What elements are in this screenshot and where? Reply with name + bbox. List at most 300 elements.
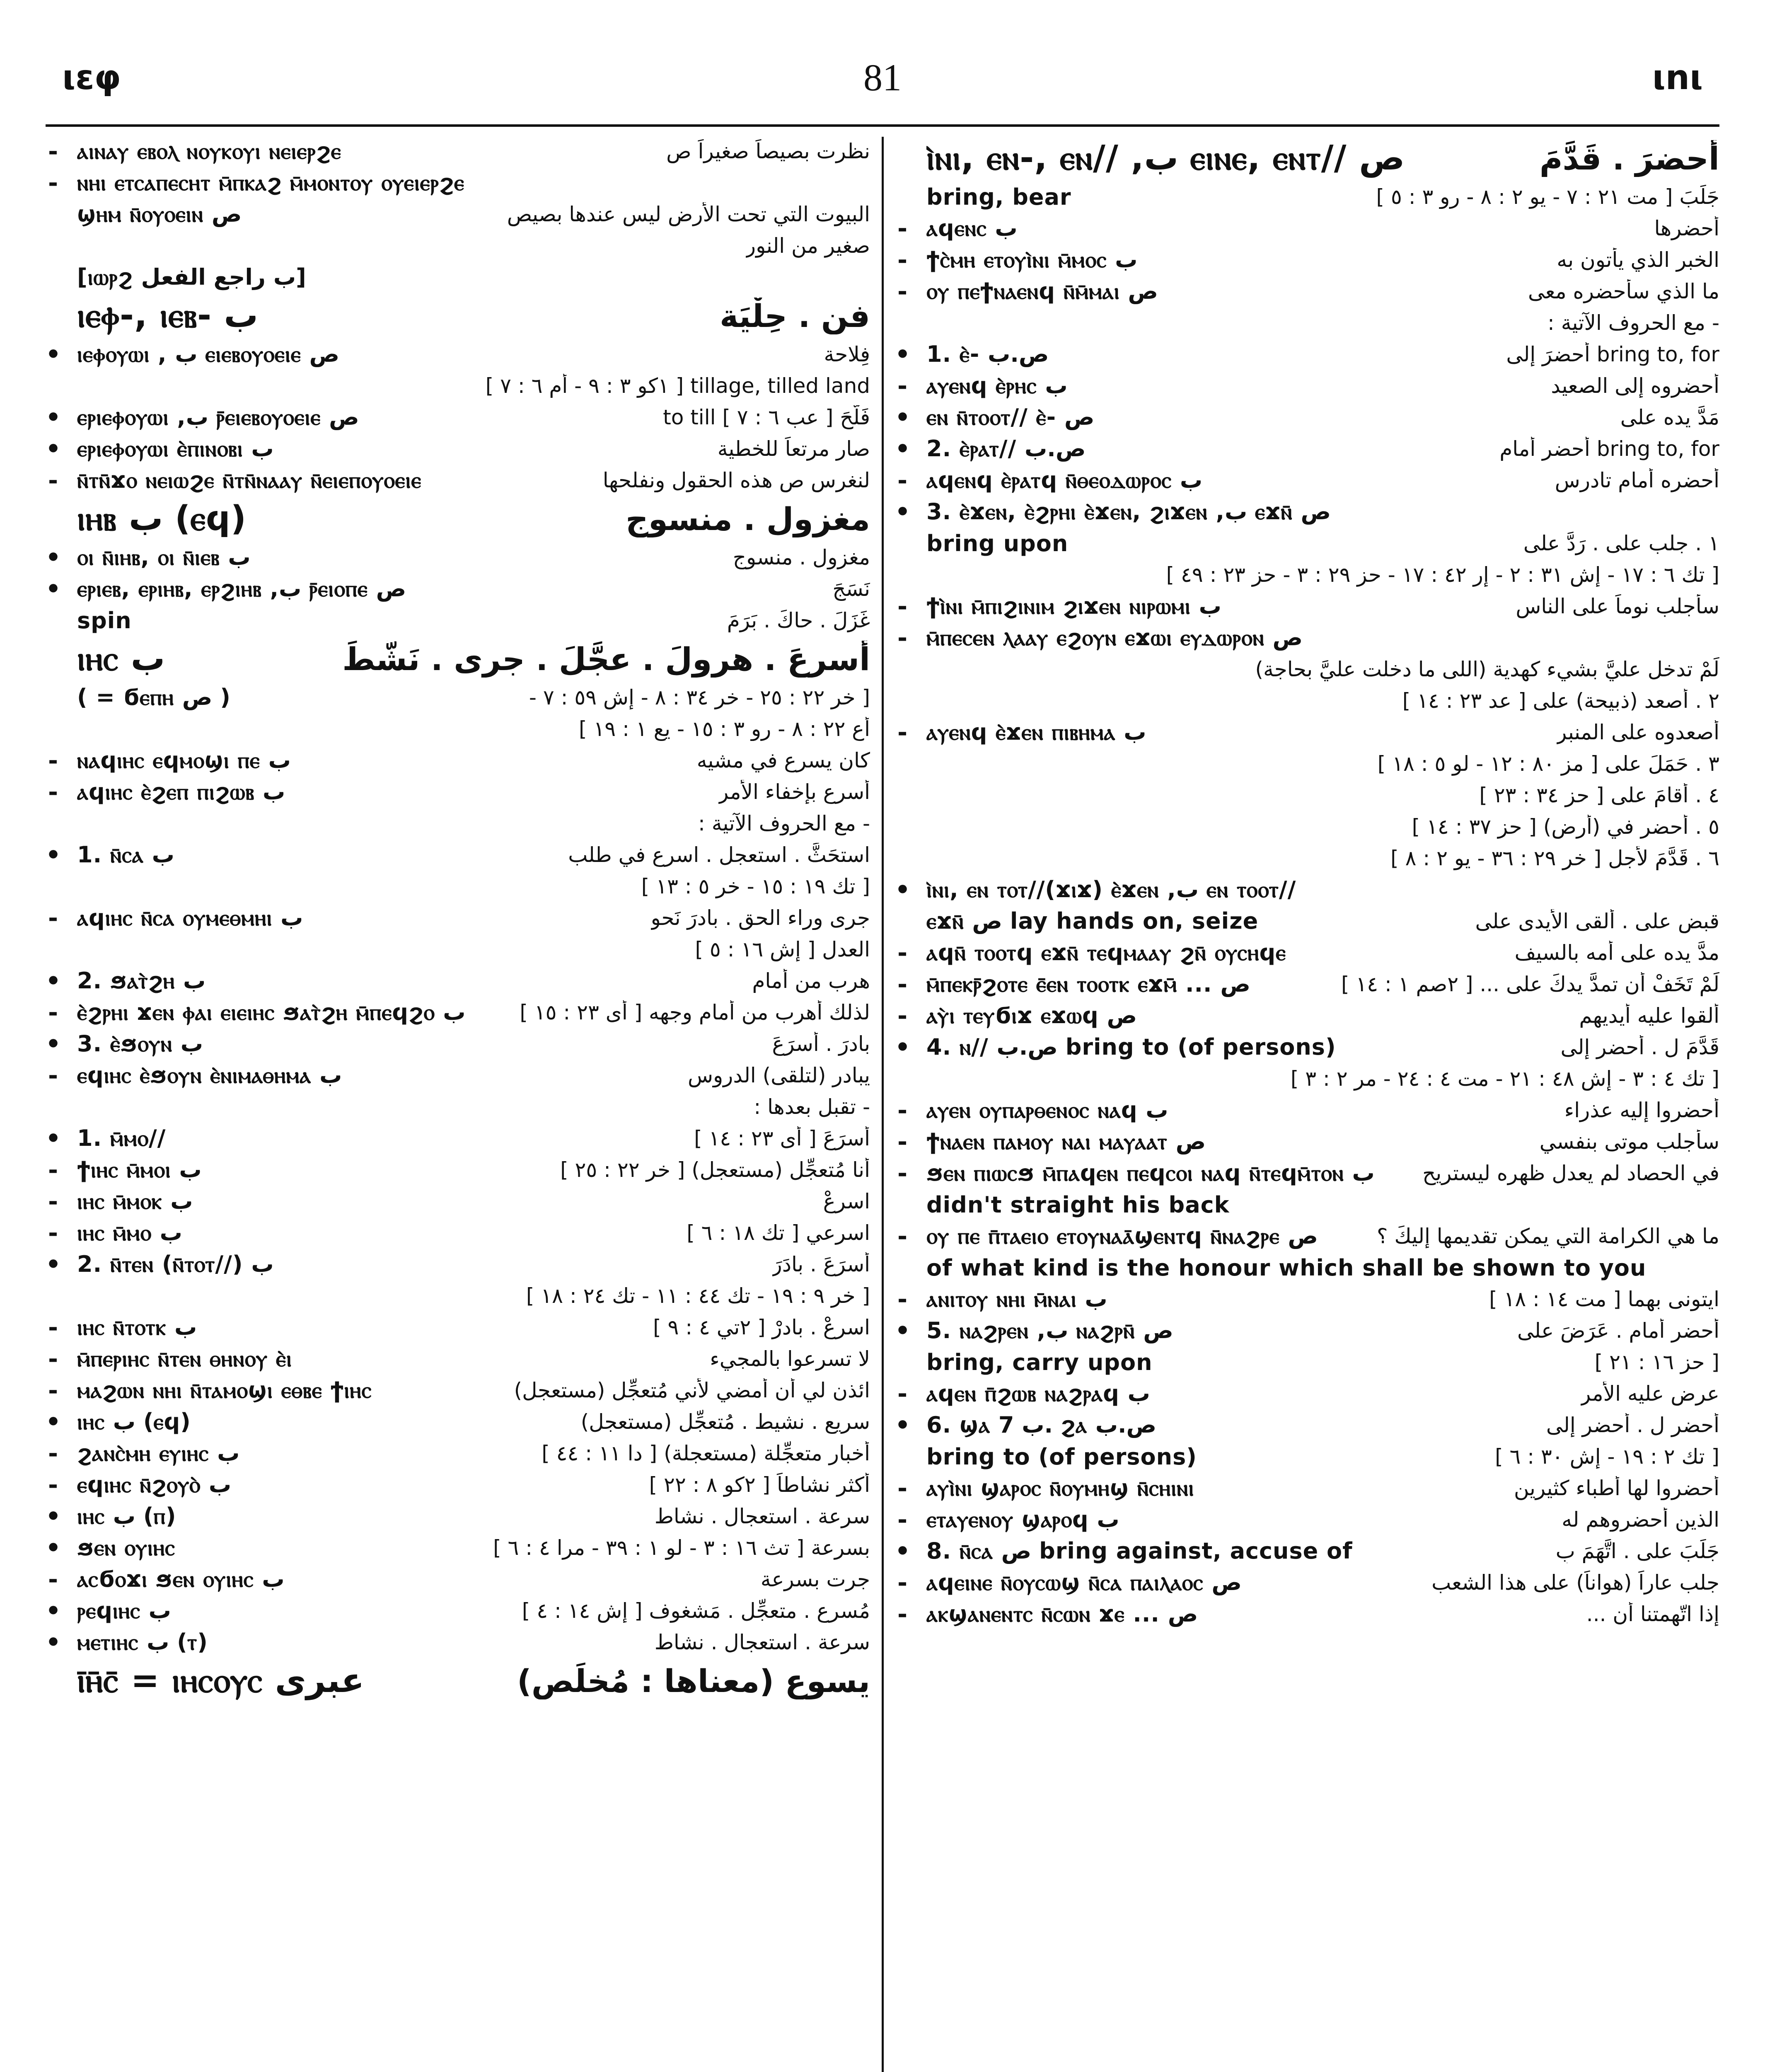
headword-entry <box>46 637 870 680</box>
bullet-dash: - <box>48 904 58 932</box>
dictionary-line <box>46 935 870 964</box>
bullet-dash: - <box>897 246 908 274</box>
coptic-text: ⲉϫⲛ̄ ص lay hands on, seize <box>926 908 1259 934</box>
arabic-text: tillage, tilled land [ ١كو ٣ : ٩ - أم ٦ : ٧ ] <box>485 374 870 398</box>
arabic-text: أحضر لِ . أحضر إلى <box>1546 1413 1719 1437</box>
arabic-text: عرض عليه الأمر <box>1581 1382 1719 1406</box>
dictionary-line <box>46 340 870 369</box>
headword-entry <box>895 137 1719 180</box>
arabic-text: لذلك أهرب من أمام وجهه [ أى ٢٣ : ١٥ ] <box>520 1000 870 1024</box>
dictionary-line <box>46 1124 870 1153</box>
dictionary-line <box>46 1218 870 1247</box>
dictionary-line <box>46 263 870 292</box>
header-left-guideword: ιεφ <box>62 58 121 97</box>
bullet-dash: - <box>897 1285 908 1313</box>
coptic-text: ⲁⲩⲉⲛ ⲟⲩⲡⲁⲣⲑⲉⲛⲟⲥ ⲛⲁϥ ب <box>926 1097 1168 1123</box>
coptic-text: ⲉⲣⲓⲉⲫⲟⲩⲱⲓ ,ب ⲣ̄ⲉⲓⲉⲃⲟⲩⲟⲉⲓⲉ ص <box>77 404 359 430</box>
arabic-text: جلب عاراً (هواناً) على هذا الشعب <box>1431 1571 1719 1595</box>
arabic-text: مدَّ يده على أمه بالسيف <box>1514 941 1719 965</box>
dictionary-line <box>46 1029 870 1058</box>
coptic-text: ⲁⲓⲛⲁⲩ ⲉⲃⲟⲗ ⲛⲟⲩⲕⲟⲩⲓ ⲛⲉⲓⲉⲣϩⲉ <box>77 138 341 164</box>
bullet-dash: - <box>48 1156 58 1184</box>
bullet-dash: - <box>897 1128 908 1156</box>
arabic-text: لَمْ تَخَفْ أن تمدَّ يدكَ على ... [ ٢صم ١ : ١٤ ] <box>1341 972 1719 996</box>
bullet-dash: - <box>48 1565 58 1593</box>
arabic-text: أسرَعَ [ أى ٢٣ : ١٤ ] <box>694 1126 870 1150</box>
coptic-text: ϯⲓ̀ⲛⲓ ⲙ̄ⲡⲓϩⲓⲛⲓⲙ ϩⲓϫⲉⲛ ⲛⲓⲣⲱⲙⲓ ب <box>926 593 1221 619</box>
arabic-text: نظرت بصيصاً صغيراً ص <box>666 139 870 163</box>
coptic-text: ⲁϥⲉⲓⲛⲉ ⲛ̄ⲟⲩⲥⲱϣ ⲛ̄ⲥⲁ ⲡⲁⲓⲗⲁⲟⲥ ص <box>926 1569 1242 1595</box>
bullet-dot: • <box>46 1250 61 1278</box>
bullet-dash: - <box>897 1159 908 1187</box>
bullet-dot: • <box>46 1534 61 1562</box>
coptic-text: of what kind is the honour which shall be shown to you <box>926 1254 1647 1281</box>
dictionary-line <box>895 1190 1719 1219</box>
dictionary-line <box>895 781 1719 810</box>
coptic-text: ⲓ̄ⲏ̄ⲥ̄ = ⲓⲏⲥⲟⲩⲥ عبرى <box>77 1661 365 1700</box>
arabic-text: أحضروا إليه عذراء <box>1564 1098 1719 1122</box>
dictionary-line <box>895 371 1719 400</box>
arabic-text: العدل [ إش ١٦ : ٥ ] <box>695 937 870 961</box>
coptic-text: ⲓⲏⲃ ب (ⲉϥ) <box>77 499 247 538</box>
bullet-dash: - <box>897 939 908 967</box>
dictionary-line <box>895 1474 1719 1503</box>
arabic-text: - مع الحروف الآتية : <box>698 811 870 835</box>
arabic-text: ٥ . أحضر في (أرض) [ حز ٣٧ : ١٤ ] <box>1412 815 1719 839</box>
bullet-dot: • <box>895 403 911 431</box>
coptic-text: ⲓⲉⲫ-, ⲓⲉⲃ- ب <box>77 296 258 335</box>
dictionary-line <box>895 592 1719 621</box>
coptic-text: ⲁϥⲉⲛ ⲡ̄ϩⲱⲃ ⲛⲁϩⲣⲁϥ ب <box>926 1380 1150 1406</box>
coptic-text: ⲛ̄ⲧⲛ̄ϫⲟ ⲛⲉⲓⲱϩⲉ ⲛ̄ⲧⲛ̄ⲛⲁⲁⲩ ⲛ̄ⲉⲓⲉⲡⲟⲩⲟⲉⲓⲉ <box>77 467 422 493</box>
dictionary-line <box>46 168 870 197</box>
bullet-dash: - <box>897 466 908 494</box>
arabic-text: بادرَ . أسرَعَ <box>772 1032 870 1056</box>
arabic-text: يسوع (معناها : مُخلِّص) <box>517 1662 870 1699</box>
arabic-text: هرب من أمام <box>752 969 870 993</box>
bullet-dot: • <box>46 1597 61 1625</box>
coptic-text: ⲙ̄ⲡⲉⲥⲉⲛ ⲗⲁⲁⲩ ⲉϩⲟⲩⲛ ⲉϫⲱⲓ ⲉⲩⲇⲱⲣⲟⲛ ص <box>926 625 1303 651</box>
arabic-text: ألقوا عليه أيديهم <box>1579 1004 1719 1028</box>
arabic-text: لنغرس ص هذه الحقول ونفلحها <box>602 468 870 492</box>
bullet-dash: - <box>897 1222 908 1250</box>
arabic-text: سريع . نشيط . مُتعجِّل (مستعجل) <box>580 1410 870 1434</box>
arabic-text: [ حز ١٦ : ٢١ ] <box>1594 1350 1719 1374</box>
bullet-dot: • <box>46 575 61 603</box>
coptic-text: ⲉⲣⲓⲉⲫⲟⲩⲱⲓ ⲉ̀ⲡⲓⲛⲟⲃⲓ ب <box>77 436 274 462</box>
dictionary-line <box>46 137 870 166</box>
arabic-text: في الحصاد لم يعدل ظهره ليستريح <box>1422 1161 1719 1185</box>
dictionary-line <box>46 714 870 743</box>
dictionary-line <box>895 1159 1719 1188</box>
bullet-dash: - <box>897 1096 908 1124</box>
arabic-text: [ تك ١٩ : ١٥ - خر ٥ : ١٣ ] <box>641 874 870 898</box>
arabic-text: ٣ . حَمَلَ على [ مز ٨٠ : ١٢ - لو ٥ : ١٨ ] <box>1377 752 1719 776</box>
coptic-text: ϯⲛⲁⲉⲛ ⲡⲁⲙⲟⲩ ⲛⲁⲓ ⲙⲁⲩⲁⲁⲧ ص <box>926 1128 1206 1155</box>
dictionary-line <box>46 1187 870 1216</box>
arabic-text: أنا مُتعجِّل (مستعجل) [ خر ٢٢ : ٢٥ ] <box>560 1158 870 1182</box>
coptic-text: 6. ϣⲁ ب 7. ϩⲁ ص.ب <box>926 1412 1157 1438</box>
page-header <box>62 58 1703 116</box>
bullet-dash: - <box>897 970 908 998</box>
coptic-text: ⲉϥⲓⲏⲥ ⲉ̀ϧⲟⲩⲛ ⲉ̀ⲛⲓⲙⲁⲑⲏⲙⲁ ب <box>77 1062 342 1088</box>
dictionary-line <box>895 434 1719 463</box>
bullet-dash: - <box>897 1569 908 1597</box>
dictionary-line <box>895 1096 1719 1125</box>
arabic-text: سأجلب موتى بنفسي <box>1539 1130 1719 1154</box>
bullet-dash: - <box>48 137 58 165</box>
dictionary-line <box>46 1313 870 1342</box>
dictionary-line <box>46 872 870 901</box>
bullet-dash: - <box>897 372 908 400</box>
bullet-dot: • <box>895 435 911 463</box>
dictionary-line <box>895 1316 1719 1345</box>
coptic-text: 1. ⲉ̀- ص.ب <box>926 341 1049 367</box>
dictionary-line <box>46 683 870 712</box>
bullet-dot: • <box>895 1033 911 1061</box>
arabic-text: صغير من النور <box>745 234 870 258</box>
dictionary-line <box>895 1253 1719 1282</box>
dictionary-line <box>46 1061 870 1090</box>
coptic-text: ⲁⲛⲓⲧⲟⲩ ⲛⲏⲓ ⲙ̄ⲛⲁⲓ ب <box>926 1286 1107 1312</box>
dictionary-line <box>46 1407 870 1436</box>
dictionary-line <box>895 277 1719 306</box>
bullet-dash: - <box>48 1376 58 1404</box>
page-number: 81 <box>863 56 902 99</box>
bullet-dot: • <box>46 1124 61 1152</box>
dictionary-line <box>895 1285 1719 1314</box>
bullet-dash: - <box>897 1002 908 1030</box>
bullet-dash: - <box>897 592 908 620</box>
coptic-text: ⲛⲏⲓ ⲉⲧⲥⲁⲡⲉⲥⲏⲧ ⲙ̄ⲡⲕⲁϩ ⲙ̄ⲙⲟⲛⲧⲟⲩ ⲟⲩⲉⲓⲉⲣϩⲉ <box>77 169 465 196</box>
dictionary-line <box>895 623 1719 652</box>
coptic-text: ⲓⲏⲥ ⲛ̄ⲧⲟⲧⲕ ب <box>77 1314 197 1340</box>
bullet-dash: - <box>897 1506 908 1534</box>
coptic-text: bring to (of persons) <box>926 1443 1197 1470</box>
arabic-text: مغزول . منسوج <box>733 545 870 569</box>
coptic-text: bring upon <box>926 530 1069 557</box>
arabic-text: أحضرَ . قَدَّمَ <box>1539 140 1719 177</box>
arabic-text: bring to, for أحضرَ إلى <box>1506 342 1719 366</box>
coptic-text: ⲁϥⲓⲏⲥ ⲉ̀ϩⲉⲡ ⲡⲓϩⲱⲃ ب <box>77 779 285 805</box>
dictionary-line <box>46 1502 870 1531</box>
arabic-text: مُسرع . متعجِّل . مَشغوف [ إش ١٤ : ٤ ] <box>522 1599 870 1623</box>
dictionary-line <box>895 340 1719 369</box>
coptic-text: 4. ⲛ// ص.ب bring to (of persons) <box>926 1034 1336 1060</box>
left-column <box>46 137 870 2072</box>
headword-entry <box>46 1659 870 1702</box>
coptic-text: ⲉ̀ϩⲣⲏⲓ ϫⲉⲛ ⲫⲁⲓ ⲉⲓⲉⲓⲏⲥ ϧⲁⲧ̀ϩⲏ ⲙ̄ⲡⲉϥϩⲟ ب <box>77 999 466 1025</box>
dictionary-line <box>895 812 1719 841</box>
arabic-text: [ تك ٤ : ٣ - إش ٤٨ : ٢١ - مت ٤ : ٢٤ - مر ٢ : ٣ ] <box>1290 1067 1719 1091</box>
dictionary-line <box>895 718 1719 747</box>
bullet-dot: • <box>46 1628 61 1656</box>
arabic-text: سرعة . استعجال . نشاط <box>654 1504 870 1528</box>
coptic-text: spin <box>77 607 132 634</box>
coptic-text: 1. ⲛ̄ⲥⲁ ب <box>77 842 174 868</box>
arabic-text: يبادر (لتلقى) الدروس <box>688 1063 870 1087</box>
bullet-dot: • <box>895 1411 911 1439</box>
dictionary-line <box>46 574 870 603</box>
dictionary-line <box>895 214 1719 243</box>
dictionary-line <box>895 1600 1719 1629</box>
bullet-dot: • <box>46 1408 61 1436</box>
headword-entry <box>46 497 870 540</box>
dictionary-line <box>46 466 870 495</box>
coptic-text: ⲁⲕϣⲁⲛⲉⲛⲧⲥ ⲛ̄ⲥⲱⲛ ϫⲉ ... ص <box>926 1601 1198 1627</box>
coptic-text: ⲁⲩⲉⲛϥ ⲉ̀ⲣⲏⲥ ب <box>926 373 1068 399</box>
coptic-text: bring, bear <box>926 184 1071 210</box>
dictionary-line <box>895 497 1719 526</box>
coptic-text: ⲟⲓ ⲛ̄ⲓⲏⲃ, ⲟⲓ ⲛ̄ⲓⲉⲃ ب <box>77 544 251 570</box>
dictionary-line <box>46 434 870 463</box>
coptic-text: ⲁⲩ̀ⲓ ⲧⲉⲩϭⲓϫ ⲉϫⲱϥ ص <box>926 1002 1137 1029</box>
arabic-text: [ تك ٢ : ١٩ - إش ٣٠ : ٦ ] <box>1495 1445 1719 1469</box>
arabic-text: [ تك ٦ : ١٧ - إش ٣١ : ٢ - إر ٤٢ : ١٧ - حز ٢٩ : ٣ - حز ٢٣ : ٤٩ ] <box>1166 563 1719 587</box>
coptic-text: ⲓⲏⲥ ب (ⲡ) <box>77 1503 176 1529</box>
coptic-text: ⲙ̄ⲡⲉⲕⲣ̄ϩⲟⲧⲉ ⲉ̄ⲉⲛ ⲧⲟⲟⲧⲕ ⲉϫⲙ̄ ... ص <box>926 971 1251 997</box>
dictionary-line <box>46 809 870 838</box>
dictionary-line <box>46 1092 870 1121</box>
coptic-text: 2. ⲉ̀ⲣⲁⲧ// ص.ب <box>926 436 1086 462</box>
bullet-dot: • <box>46 967 61 995</box>
dictionary-line <box>46 403 870 432</box>
column-divider <box>882 137 884 2072</box>
right-column <box>895 137 1719 2072</box>
dictionary-line <box>895 529 1719 558</box>
coptic-text: 2. ϧⲁⲧ̀ϩⲏ ب <box>77 968 206 994</box>
dictionary-line <box>895 655 1719 684</box>
dictionary-line <box>895 1348 1719 1377</box>
headword-entry <box>46 294 870 337</box>
coptic-text: bring, carry upon <box>926 1349 1153 1375</box>
coptic-text: ⲓ̀ⲛⲓ, ⲉⲛ ⲧⲟⲧ//(ϫⲓϫ) ⲉ̀ϫⲉⲛ ,ب ⲉⲛ ⲧⲟⲟⲧ// <box>926 876 1296 903</box>
dictionary-line <box>46 200 870 229</box>
bullet-dot: • <box>895 876 911 904</box>
coptic-text: 3. ⲉ̀ϧⲟⲩⲛ ب <box>77 1031 203 1057</box>
dictionary-line <box>46 1250 870 1279</box>
arabic-text: أسرَعَ . بادَرَ <box>772 1252 870 1276</box>
dictionary-line <box>46 1376 870 1405</box>
coptic-text: ⲓⲉⲫⲟⲩⲱⲓ , ب ⲉⲓⲉⲃⲟⲩⲟⲉⲓⲉ ص <box>77 341 340 367</box>
coptic-text: ⲙ̄ⲡⲉⲣⲓⲏⲥ ⲛ̄ⲧⲉⲛ ⲑⲏⲛⲟⲩ ⲉ̀ⲓ <box>77 1346 292 1372</box>
dictionary-line <box>895 1064 1719 1093</box>
arabic-text: قبض على . ألقى الأيدى على <box>1475 909 1719 933</box>
dictionary-line <box>46 777 870 806</box>
arabic-text: [ خر ٢٢ : ٢٥ - خر ٣٤ : ٨ - إش ٥٩ : ٧ - <box>529 685 870 709</box>
dictionary-line <box>46 1344 870 1373</box>
coptic-text: 3. ⲉ̀ϫⲉⲛ, ⲉ̀ϩⲣⲏⲓ ⲉ̀ϫⲉⲛ, ϩⲓϫⲉⲛ ,ب ⲉϫⲛ̄ ص <box>926 499 1331 525</box>
arabic-text: ائذن لي أن أمضي لأني مُتعجِّل (مستعجل) <box>514 1378 870 1402</box>
arabic-text: اسرعْ . بادرْ [ ٢تي ٤ : ٩ ] <box>653 1315 870 1339</box>
coptic-text: 1. ⲙ̄ⲙⲟ// <box>77 1125 166 1151</box>
bullet-dash: - <box>897 277 908 305</box>
bullet-dash: - <box>48 1439 58 1467</box>
coptic-text: ⲓⲏⲥ ب (ⲉϥ) <box>77 1409 191 1435</box>
dictionary-line <box>895 875 1719 904</box>
bullet-dash: - <box>48 1345 58 1373</box>
dictionary-line <box>46 1470 870 1499</box>
dictionary-line <box>46 1155 870 1184</box>
bullet-dot: • <box>895 498 911 526</box>
bullet-dash: - <box>48 746 58 775</box>
coptic-text: 2. ⲛ̄ⲧⲉⲛ (ⲛ̄ⲧⲟⲧ//) ب <box>77 1251 274 1277</box>
coptic-text: ⲙⲉⲧⲓⲏⲥ ب (ⲧ) <box>77 1629 208 1655</box>
arabic-text: لا تسرعوا بالمجيء <box>710 1347 870 1371</box>
coptic-text: ⲉⲛ ⲛ̄ⲧⲟⲟⲧ// ⲉ̀- ص <box>926 404 1095 430</box>
arabic-text: ٦ . قَدَّمَ لأجل [ خر ٢٩ : ٣٦ - يو ٢ : ٨ ] <box>1390 846 1719 870</box>
coptic-text: ⲉϥⲓⲏⲥ ⲛ̄ϩⲟⲩⲟ̀ ب <box>77 1472 232 1498</box>
coptic-text: ⲁⲥϭⲟϫⲓ ϧⲉⲛ ⲟⲩⲓⲏⲥ ب <box>77 1566 285 1592</box>
arabic-text: الذين أحضروهم له <box>1562 1508 1719 1532</box>
coptic-text: ⲁⲩⲓ̀ⲛⲓ ϣⲁⲣⲟⲥ ⲛ̄ⲟⲩⲙⲏϣ ⲛ̄ⲥⲏⲓⲛⲓ <box>926 1475 1194 1501</box>
dictionary-line <box>46 1281 870 1310</box>
arabic-text: أحضروه إلى الصعيد <box>1551 374 1719 398</box>
arabic-text: أسرعَ . هرولَ . عجَّلَ . جرى . نَشَّطَ <box>342 640 870 678</box>
arabic-text: إذا اتّهمتنا أن ... <box>1586 1602 1719 1626</box>
coptic-text: ⲟⲩ ⲡⲉϯⲛⲁⲉⲛϥ ⲛ̄ⲙ̄ⲙⲁⲓ ص <box>926 278 1158 304</box>
dictionary-line <box>46 746 870 775</box>
arabic-text: استحَثَّ . استعجل . اسرع في طلب <box>568 843 870 867</box>
arabic-text: جرت بسرعة <box>760 1567 870 1591</box>
coptic-text: didn't straight his back <box>926 1191 1230 1218</box>
arabic-text: أحضر أمام . عَرَضَ على <box>1517 1319 1719 1343</box>
dictionary-line <box>46 903 870 932</box>
coptic-text: ⲓⲏⲥ ⲙ̄ⲙⲟⲕ ب <box>77 1188 193 1214</box>
coptic-text: ⲟⲩ ⲡⲉ ⲡ̄ⲧⲁⲉⲓⲟ ⲉⲧⲟⲩⲛⲁⲁ̄ϣⲉⲛⲧϥ ⲛ̄ⲛⲁϩⲣⲉ ص <box>926 1223 1318 1249</box>
coptic-text: ⲁϥⲛ̄ ⲧⲟⲟⲧϥ ⲉϫⲛ̄ ⲧⲉϥⲙⲁⲁⲩ ϩⲛ̄ ⲟⲩⲥⲏϥⲉ <box>926 939 1286 966</box>
arabic-text: - تقبل بعدها : <box>754 1095 870 1119</box>
dictionary-line <box>895 1222 1719 1251</box>
dictionary-line <box>895 970 1719 999</box>
coptic-text: ϣⲏⲙ ⲛ̄ⲟⲩⲟⲉⲓⲛ ص <box>77 201 242 227</box>
arabic-text: الخبر الذي يأتون به <box>1557 248 1719 272</box>
dictionary-line <box>46 231 870 260</box>
dictionary-line <box>895 1033 1719 1062</box>
dictionary-line <box>46 1533 870 1562</box>
arabic-text: صار مرتعاً للخطية <box>717 437 870 461</box>
coptic-text: ⲁϥⲉⲛϥ ⲉ̀ⲣⲁⲧϥ ⲛ̄ⲑⲉⲟⲇⲱⲣⲟⲥ ب <box>926 467 1203 493</box>
dictionary-line <box>46 840 870 869</box>
dictionary-line <box>895 1537 1719 1566</box>
dictionary-line <box>46 606 870 635</box>
arabic-text: أحضروا لها أطباء كثيرين <box>1514 1476 1719 1500</box>
bullet-dash: - <box>48 1313 58 1341</box>
bullet-dash: - <box>897 624 908 652</box>
dictionary-line <box>895 1379 1719 1408</box>
coptic-text: ϯⲓⲏⲥ ⲙ̄ⲙⲟⲓ ب <box>77 1157 202 1183</box>
arabic-text: أحضرها <box>1654 216 1719 240</box>
bullet-dash: - <box>48 778 58 806</box>
coptic-text: ϧⲉⲛ ⲡⲓⲱⲥϧ ⲙ̄ⲡⲁϥⲉⲛ ⲡⲉϥⲥⲟⲓ ⲛⲁϥ ⲛ̄ⲧⲉϥⲙ̄ⲧⲟⲛ ب <box>926 1160 1375 1186</box>
dictionary-line <box>895 182 1719 211</box>
bullet-dot: • <box>46 1030 61 1058</box>
bullet-dot: • <box>46 403 61 431</box>
dictionary-line <box>895 686 1719 715</box>
header-right-guideword: ιnι <box>1652 58 1703 97</box>
dictionary-line <box>895 1442 1719 1471</box>
bullet-dot: • <box>895 1537 911 1565</box>
coptic-text: ⲁϥⲓⲏⲥ ⲛ̄ⲥⲁ ⲟⲩⲙⲉⲑⲙⲏⲓ ب <box>77 905 303 931</box>
coptic-text: [ⲓⲱⲣϩ ب راجع الفعل] <box>77 264 307 290</box>
coptic-text: ⲛⲁϥⲓⲏⲥ ⲉϥⲙⲟϣⲓ ⲡⲉ ب <box>77 747 291 773</box>
dictionary-line <box>895 938 1719 967</box>
arabic-text: مَدَّ يده على <box>1620 405 1719 429</box>
dictionary-line <box>895 1568 1719 1597</box>
arabic-text: bring to, for أحضر أمام <box>1499 437 1719 461</box>
arabic-text: كان يسرع في مشيه <box>696 748 870 772</box>
dictionary-line <box>46 1596 870 1625</box>
coptic-text: ⲓⲏⲥ ⲙ̄ⲙⲟ ب <box>77 1220 182 1246</box>
arabic-text: ما هي الكرامة التي يمكن تقديمها إليكَ ؟ <box>1377 1224 1719 1248</box>
bullet-dash: - <box>48 169 58 197</box>
arabic-text: مغزول . منسوج <box>625 500 870 537</box>
dictionary-line <box>46 1628 870 1657</box>
dictionary-line <box>895 560 1719 589</box>
dictionary-line <box>895 466 1719 495</box>
coptic-text: ⲓⲏⲥ ب <box>77 639 165 678</box>
coptic-text: ϯⲥ̀ⲙⲏ ⲉⲧⲟⲩⲓ̀ⲛⲓ ⲙ̄ⲙⲟⲥ ب <box>926 247 1138 273</box>
coptic-text: ⲣⲉϥⲓⲏⲥ ب <box>77 1598 171 1624</box>
arabic-text: بسرعة [ تث ١٦ : ٣ - لو ١ : ٣٩ - مرا ٤ : ٦ ] <box>493 1536 870 1560</box>
bullet-dot: • <box>46 841 61 869</box>
arabic-text: أسرع بإخفاء الأمر <box>718 780 870 804</box>
arabic-text: أحضره أمام تادرس <box>1555 468 1719 492</box>
dictionary-line <box>46 1439 870 1468</box>
bullet-dash: - <box>897 214 908 242</box>
arabic-text: سأجلب نوماً على الناس <box>1516 594 1719 618</box>
bullet-dash: - <box>48 1219 58 1247</box>
arabic-text: سرعة . استعجال . نشاط <box>654 1630 870 1654</box>
dictionary-line <box>895 1505 1719 1534</box>
header-rule <box>46 124 1719 127</box>
arabic-text: أصعدوه على المنبر <box>1557 720 1719 744</box>
dictionary-line <box>46 371 870 400</box>
arabic-text: البيوت التي تحت الأرض ليس عندها بصيص <box>507 202 870 226</box>
arabic-text: غَزَلَ . حاكَ . بَرَمَ <box>727 608 870 632</box>
arabic-text: أكثر نشاطاً [ ٢كو ٨ : ٢٢ ] <box>649 1473 870 1497</box>
dictionary-line <box>895 1001 1719 1030</box>
coptic-text: ⲉⲧⲁⲩⲉⲛⲟⲩ ϣⲁⲣⲟϥ ب <box>926 1506 1119 1532</box>
coptic-text: ⲓ̀ⲛⲓ, ⲉⲛ-, ⲉⲛ// ,ب ⲉⲓⲛⲉ, ⲉⲛⲧ// ص <box>926 138 1405 178</box>
bullet-dash: - <box>48 998 58 1026</box>
dictionary-line <box>895 844 1719 873</box>
dictionary-line <box>895 749 1719 778</box>
arabic-text: ٢ . أصعد (ذبيحة) على [ عد ٢٣ : ١٤ ] <box>1402 689 1719 713</box>
arabic-text: قَدَّمَ لِ . أحضر إلى <box>1560 1035 1719 1059</box>
arabic-text: جَلَبَ [ مت ٢١ : ٧ - يو ٢ : ٨ - رو ٣ : ٥ ] <box>1376 185 1719 209</box>
arabic-text: ١ . جلب على . رَدَّ على <box>1523 531 1719 555</box>
arabic-text: - مع الحروف الآتية : <box>1547 311 1719 335</box>
bullet-dash: - <box>897 1600 908 1628</box>
dictionary-line <box>895 308 1719 337</box>
dictionary-line <box>895 403 1719 432</box>
coptic-text: ϩⲁⲛⲥ̀ⲙⲏ ⲉⲩⲓⲏⲥ ب <box>77 1440 240 1466</box>
arabic-text: لَمْ تدخل عليَّ بشيء كهدية (اللى ما دخلت عليَّ بحاجة) <box>1255 657 1719 681</box>
dictionary-line <box>895 1411 1719 1440</box>
coptic-text: ⲁϥⲉⲛⲥ ب <box>926 215 1018 241</box>
arabic-text: جرى وراء الحق . بادرَ نَحو <box>650 906 870 930</box>
arabic-text: جَلَبَ على . اتَّهَمَ بِ <box>1555 1539 1719 1563</box>
arabic-text: أخبار متعجِّلة (مستعجلة) [ دا ١١ : ٤٤ ] <box>542 1441 870 1465</box>
arabic-text: اسرِعْ <box>823 1189 870 1213</box>
arabic-text: نَسَجَ <box>832 577 870 601</box>
bullet-dot: • <box>46 543 61 571</box>
bullet-dash: - <box>48 1471 58 1499</box>
arabic-text: [ خر ٩ : ١٩ - تك ٤٤ : ١١ - تك ٢٤ : ١٨ ] <box>526 1284 870 1308</box>
coptic-text: ϧⲉⲛ ⲟⲩⲓⲏⲥ <box>77 1535 175 1561</box>
coptic-text: ⲁⲩⲉⲛϥ ⲉ̀ϫⲉⲛ ⲡⲓⲃⲏⲙⲁ ب <box>926 719 1146 745</box>
